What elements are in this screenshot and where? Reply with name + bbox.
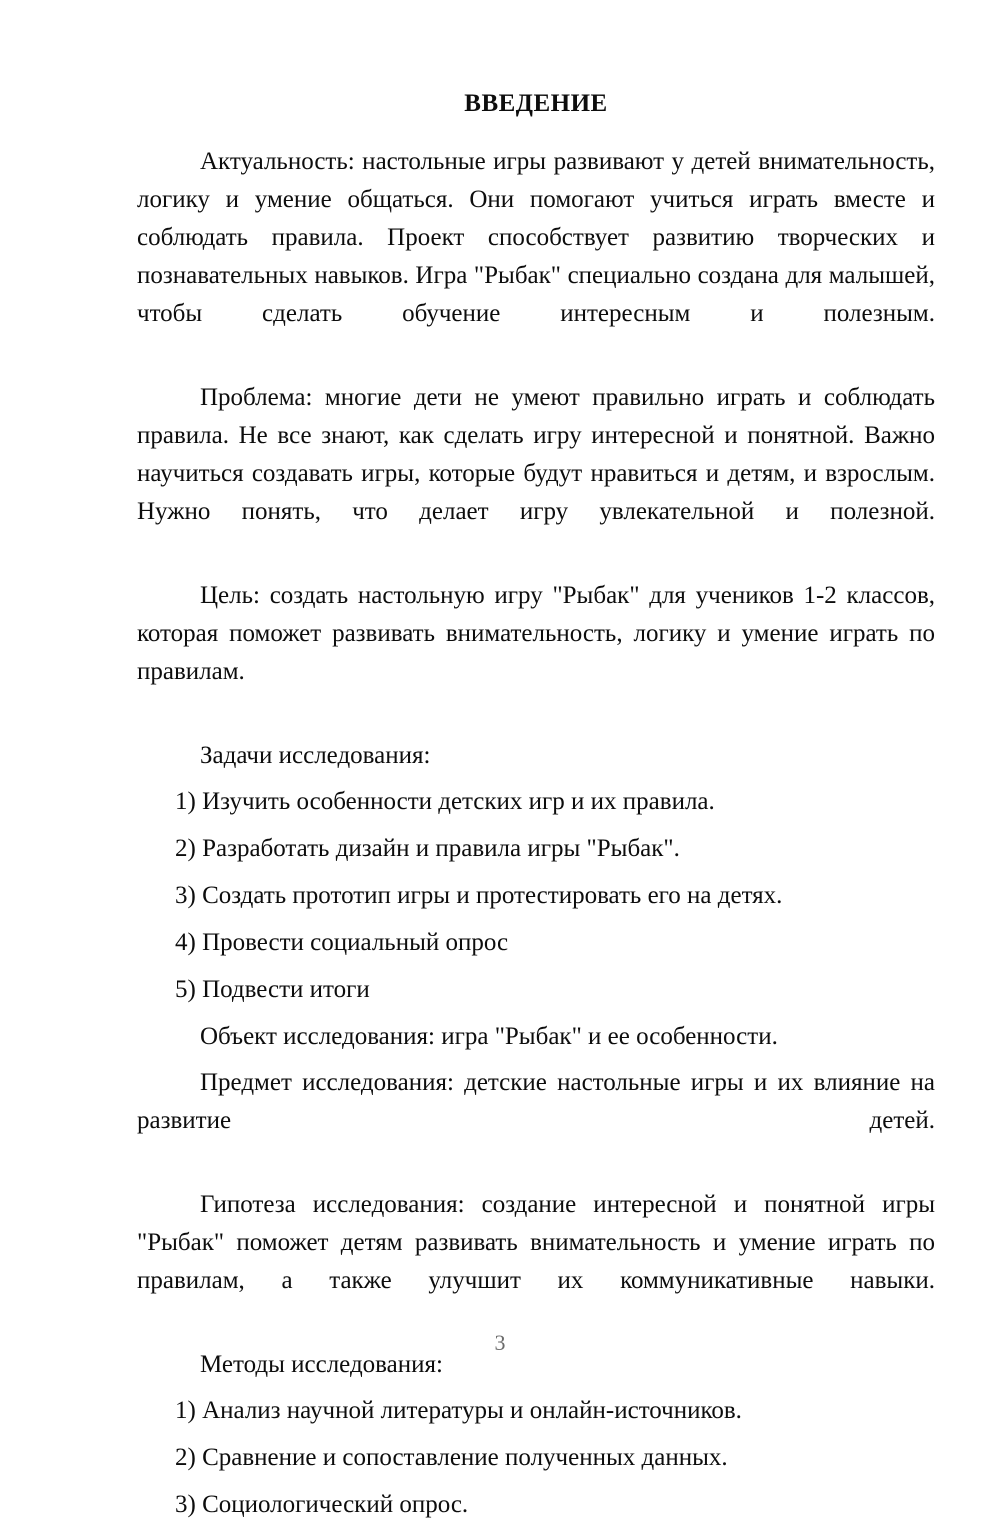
list-item: 2) Сравнение и сопоставление полученных данных. [175, 1444, 728, 1472]
paragraph-problem: Проблема: многие дети не умеют правильно играть и соблюдать правила. Не все знают, как сделать игру интересной и понятной. Важно научиться создавать игры, которые будут нравиться и детям, и взрослым. Нужно понять, что делает игру увлекательной и полезной. [137, 384, 935, 526]
document-body [137, 88, 935, 1533]
paragraph-hypothesis: Гипотеза исследования: создание интересной и понятной игры "Рыбак" поможет детям развивать внимательность и умение играть по правилам, а также улучшит их коммуникативные навыки. [137, 1191, 935, 1295]
page-number: 3 [494, 1330, 506, 1355]
methods-list [137, 1392, 935, 1524]
paragraph-relevance: Актуальность: настольные игры развивают у детей внимательность, логику и умение общаться. Они помогают учиться играть вместе и соблюдать правила. Проект способствует развитию творческих и познавательных навыков. Игра "Рыбак" специально создана для малышей, чтобы сделать обучение интересным и полезным. [137, 148, 935, 328]
list-item: 1) Изучить особенности детских игр и их правила. [175, 788, 715, 816]
tasks-list [137, 783, 935, 1009]
paragraph-goal: Цель: создать настольную игру "Рыбак" для учеников 1-2 классов, которая поможет развивать внимательность, логику и умение играть по правилам. [137, 582, 935, 686]
paragraph-subject: Предмет исследования: детские настольные игры и их влияние на развитие детей. [137, 1069, 935, 1135]
list-item: 2) Разработать дизайн и правила игры "Рыбак". [175, 835, 680, 863]
list-item: 1) Анализ научной литературы и онлайн-источников. [175, 1397, 742, 1425]
page-title: ВВЕДЕНИЕ [464, 90, 608, 117]
list-item: 5) Подвести итоги [175, 976, 370, 1004]
tasks-heading: Задачи исследования: [200, 742, 431, 770]
list-item: 3) Социологический опрос. [175, 1491, 469, 1519]
paragraph-object: Объект исследования: игра "Рыбак" и ее особенности. [200, 1023, 778, 1051]
list-item: 3) Создать прототип игры и протестировать его на детях. [175, 882, 783, 910]
list-item: 4) Провести социальный опрос [175, 929, 509, 957]
methods-heading: Методы исследования: [200, 1351, 443, 1379]
